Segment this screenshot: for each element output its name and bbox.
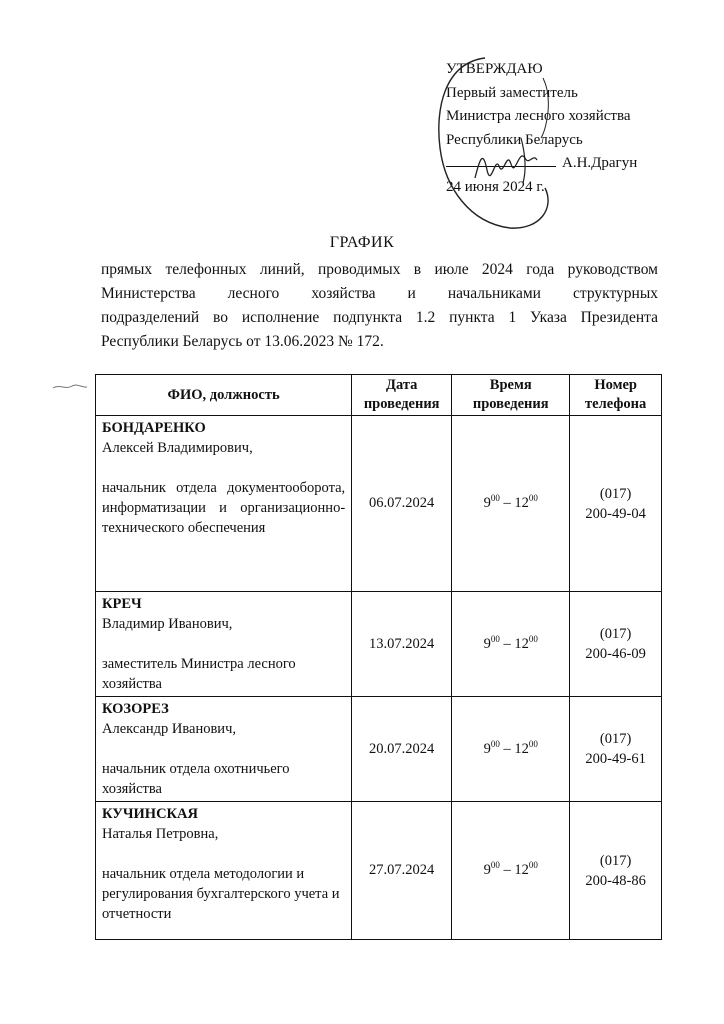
cell-person: [96, 802, 352, 940]
time-end-minutes: 00: [528, 860, 538, 870]
time-start-minutes: 00: [490, 633, 500, 644]
person-position: заместитель Министра лесного хозяйства: [102, 656, 296, 692]
header-time-line-2: проведения: [472, 396, 549, 412]
signature-blank: [446, 152, 556, 167]
time-end: – 12: [499, 495, 529, 511]
subtitle-line-2: Министерства лесного хозяйства и начальниками структурных: [101, 285, 658, 302]
cell-phone: [570, 802, 662, 940]
person-given-name: Наталья Петровна,: [102, 826, 219, 842]
approval-date: 24 июня 2024 г.: [446, 178, 545, 195]
person-given-name: Александр Иванович,: [102, 721, 236, 737]
cell-time: [452, 802, 570, 940]
time-end: – 12: [499, 862, 529, 878]
schedule-table: [95, 374, 662, 940]
document-subtitle: [101, 258, 658, 354]
header-name: ФИО, должность: [96, 375, 352, 416]
approval-position-line-3: Республики Беларусь: [446, 131, 583, 148]
cell-date: 27.07.2024: [352, 802, 452, 940]
person-surname: КОЗОРЕЗ: [102, 701, 169, 717]
time-start-minutes: 00: [490, 493, 500, 503]
time-start-minutes: 00: [490, 738, 500, 749]
table-header-row: [96, 375, 662, 416]
header-time-line-1: Время: [489, 377, 532, 393]
subtitle-line-3: подразделений во исполнение подпункта 1.2 пункта 1 Указа Президента: [101, 309, 658, 326]
time-start: 9: [483, 495, 491, 511]
approval-signature-line: [446, 152, 706, 176]
cell-time: [452, 592, 570, 697]
time-start: 9: [483, 740, 491, 757]
header-time: [452, 375, 570, 416]
phone-number: 200-49-61: [585, 751, 646, 767]
cell-person: [96, 697, 352, 802]
table-row: [96, 592, 662, 697]
approval-block: [446, 58, 706, 199]
time-end-minutes: 00: [528, 738, 538, 749]
time-start: 9: [483, 635, 491, 652]
time-end: – 12: [499, 635, 529, 652]
cell-phone: [570, 697, 662, 802]
table-row: [96, 802, 662, 940]
approval-signer: А.Н.Драгун: [562, 155, 638, 171]
header-phone-line-2: телефона: [585, 396, 647, 412]
header-date-line-1: Дата: [385, 377, 418, 393]
table-row: [96, 416, 662, 592]
document-title: ГРАФИК: [329, 234, 395, 251]
cell-date: 13.07.2024: [352, 592, 452, 697]
time-start: 9: [483, 862, 491, 878]
phone-code: (017): [599, 485, 632, 502]
header-phone-line-1: Номер: [594, 377, 637, 393]
person-surname: БОНДАРЕНКО: [102, 420, 206, 436]
subtitle-line-4: Республики Беларусь от 13.06.2023 № 172.: [101, 333, 384, 350]
phone-code: (017): [599, 626, 632, 642]
person-given-name: Алексей Владимирович,: [102, 440, 253, 456]
time-end-minutes: 00: [528, 493, 538, 503]
header-phone: [570, 375, 662, 416]
time-end-minutes: 00: [528, 633, 538, 644]
person-surname: КУЧИНСКАЯ: [102, 806, 198, 822]
cell-phone: [570, 416, 662, 592]
phone-code: (017): [599, 852, 632, 869]
cell-phone: [570, 592, 662, 697]
cell-time: [452, 416, 570, 592]
header-date-line-2: проведения: [363, 396, 440, 412]
cell-person: [96, 592, 352, 697]
time-end: – 12: [499, 740, 529, 757]
person-position: начальник отдела документооборота, информатизации и организационно-технического обеспечения: [102, 480, 346, 536]
phone-number: 200-48-86: [585, 872, 646, 889]
subtitle-line-1: прямых телефонных линий, проводимых в июле 2024 года руководством: [101, 261, 658, 278]
person-position: начальник отдела методологии и регулирования бухгалтерского учета и отчетности: [102, 866, 340, 922]
person-given-name: Владимир Иванович,: [102, 616, 233, 632]
person-surname: КРЕЧ: [102, 596, 142, 612]
approval-position-line-1: Первый заместитель: [446, 84, 578, 101]
time-start-minutes: 00: [490, 860, 500, 870]
person-position: начальник отдела охотничьего хозяйства: [102, 761, 290, 797]
cell-date: 20.07.2024: [352, 697, 452, 802]
approval-position-line-2: Министра лесного хозяйства: [446, 108, 631, 124]
cell-date: 06.07.2024: [352, 416, 452, 592]
phone-number: 200-46-09: [585, 646, 646, 662]
phone-number: 200-49-04: [585, 505, 646, 522]
cell-person: [96, 416, 352, 592]
phone-code: (017): [599, 731, 632, 747]
cell-time: [452, 697, 570, 802]
header-date: [352, 375, 452, 416]
table-row: [96, 697, 662, 802]
scan-mark: [52, 382, 88, 392]
approval-heading: УТВЕРЖДАЮ: [446, 61, 543, 77]
